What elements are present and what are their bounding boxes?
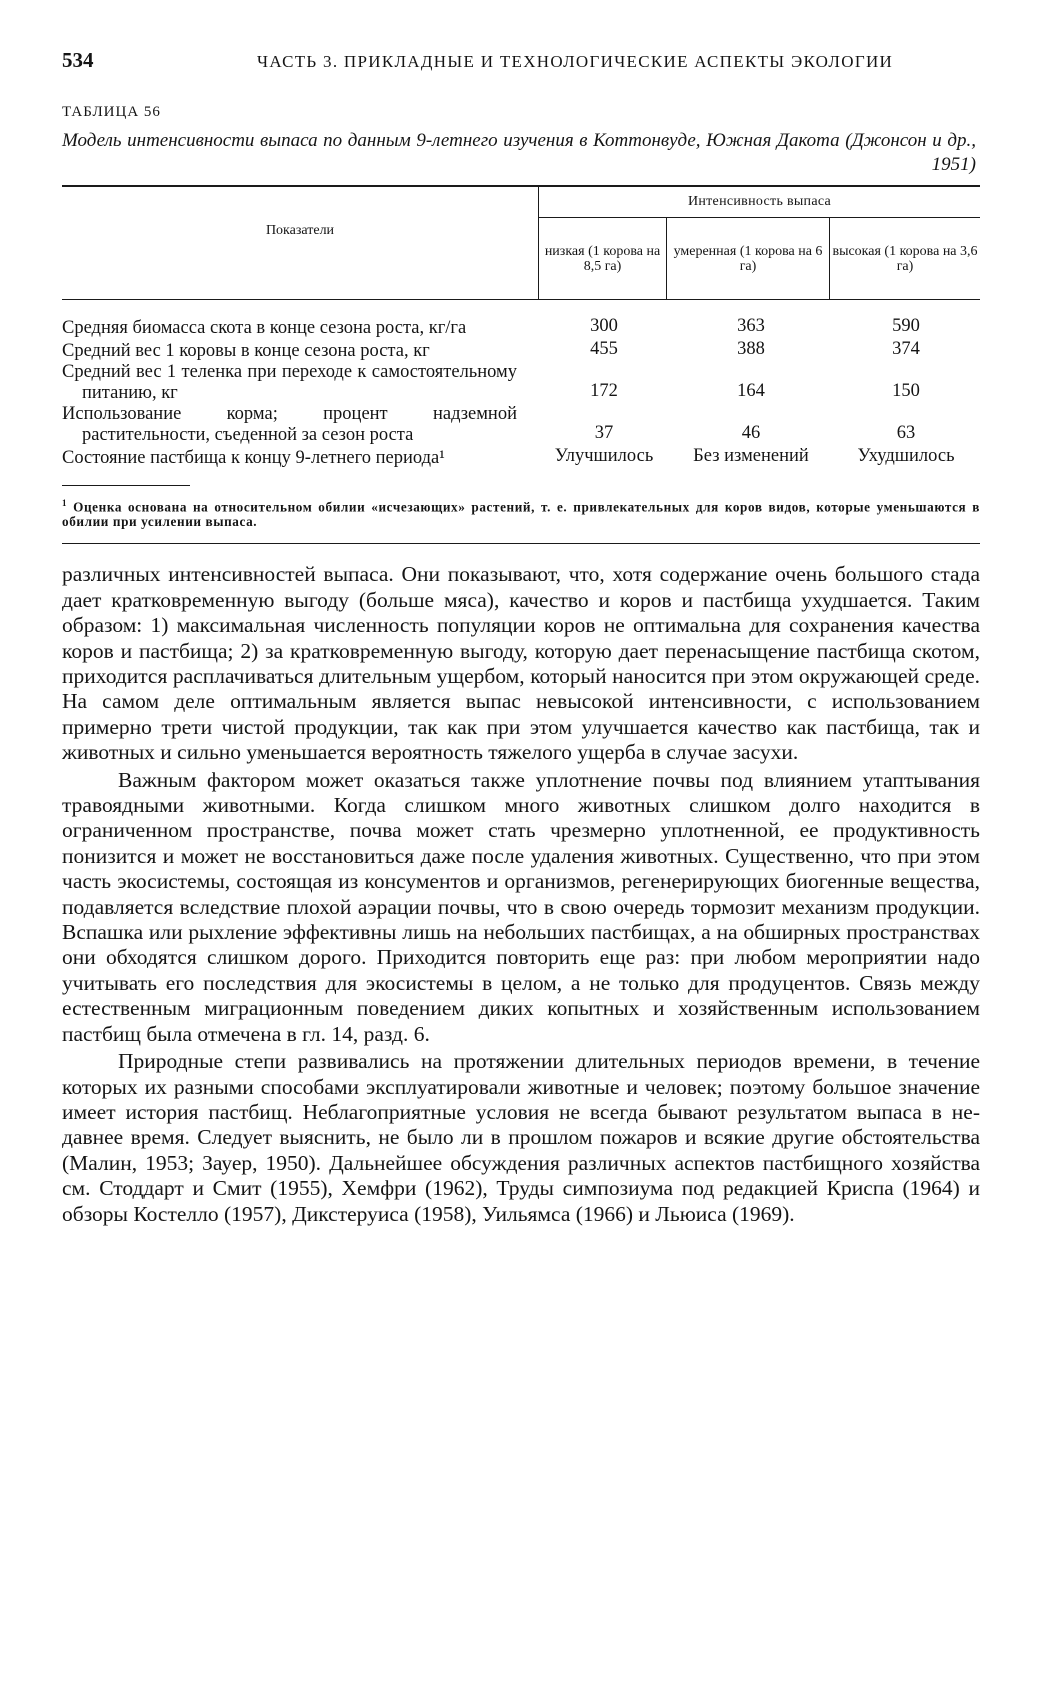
row-label: Средний вес 1 коровы в конце сезона роста, кг [62,341,430,361]
cell-moderate: 164 [737,381,765,401]
table-header [62,187,980,300]
subheader-low: низкая (1 корова на 8,5 га) [544,243,661,274]
paragraph: Важным фактором может оказаться также уплотнение почвы под влиянием утаптывания травоядными животными. Когда слишком много животных слишком долго находится в ограниченном пространстве, почва может стать чрезмерно уплотненной, ее продуктивность понизится и может не восстановиться даже после удаления животных. Существенно, что при этом часть экосистемы, состоящая из консументов и организмов, регенерирующих биогенные вещества, подавляется вследствие плохой аэрации почвы, что в свою очередь тормозит механизм продукции. Вспашка или рыхление эффективны лишь на небольших пастбищах, а на обширных пространствах они обходятся слишком дорого. Приходится повторить еще раз: при любом мероприятии надо учитывать его последствия для экосистемы в целом, а не только для продуцентов. Связь между естественным миграционным поведением диких копытных и хозяйственным использованием пастбищ была отмечена в гл. 14, разд. 6. [62,767,980,1046]
cell-low: 300 [590,316,618,336]
grazing-intensity-header [538,187,980,299]
table-caption: Модель интенсивности выпаса по данным 9-летнего изучения в Коттонвуде, Южная Дакота (Джонсон и др., 1951) [62,130,976,175]
table-footnote [62,496,980,529]
row-label: Средняя биомасса скота в конце сезона роста, кг/га [62,318,467,338]
table-row [62,316,980,339]
cell-moderate: 363 [737,316,765,336]
table-body [62,300,980,483]
group-header-title: Интенсивность выпаса [539,187,980,218]
page-number: 534 [62,48,94,72]
subheader-moderate: умеренная (1 корова на 6 га) [666,218,829,299]
cell-high: 374 [892,339,920,359]
cell-high: 590 [892,316,920,336]
table-row [62,362,980,404]
cell-high: Ухудшилось [857,446,955,466]
paragraph: Природные степи развивались на протяжении длительных периодов времени, в течение которых их разными способами эксплуатировали животные и человек; поэтому большое значение имеет история пастбищ. Неблагоприятные условия не всегда бывают результатом выпаса в недавнее время. Следует выяснить, не было ли в прошлом пожаров и всякие другие обстоятельства (Малин, 1953; Зауер, 1950). Дальнейшее обсуждения различных аспектов пастбищного хозяйства см. Стоддарт и Смит (1955), Хемфри (1962), Труды симпозиума под редакцией Криспа (1964) и обзоры Костелло (1957), Дикстеруиса (1958), Уильямса (1966) и Льюиса (1969). [62,1049,980,1226]
indicators-header: Показатели [265,223,335,238]
cell-low: 455 [590,339,618,359]
footnote-marker: 1 [62,498,68,508]
cell-high: 150 [892,381,920,401]
cell-high: 63 [896,423,916,443]
cell-moderate: 388 [737,339,765,359]
book-page [62,48,980,1227]
table-row [62,404,980,446]
cell-moderate: 46 [741,423,761,443]
cell-low: 37 [594,423,614,443]
table-row [62,339,980,362]
footnote-text: Оценка основана на относительном обилии «исчезающих» растений, т. е. привлекательных для коров видов, которые уменьшаются в обилии при усилении выпаса. [62,499,980,530]
subheader-high: высокая (1 корова на 3,6 га) [829,218,980,299]
page-header [62,48,980,74]
row-label: Средний вес 1 теленка при переходе к самостоятельному питанию, кг [62,362,517,403]
row-label: Использование корма; процент надземной растительности, съеденной за сезон роста [62,404,517,445]
data-table [62,185,980,544]
table-row [62,446,980,469]
cell-low: 172 [590,381,618,401]
body-text [62,562,980,1227]
cell-low: Улучшилось [554,446,654,466]
table-label: ТАБЛИЦА 56 [62,104,161,120]
cell-moderate: Без изменений [693,446,809,466]
subheader-row [539,218,980,299]
row-label: Состояние пастбища к концу 9-летнего периода¹ [62,448,445,468]
paragraph: различных интенсивностей выпаса. Они показывают, что, хотя содержание очень большого стада дает кратковременную выгоду (больше мяса), качество и коров и пастбища ухудшается. Таким образом: 1) максимальная численность популяции коров не оптимальна для сохранения качества коров и пастбища; 2) за кратковременную выгоду, которую дает перенасыщение пастбища скотом, приходится расплачиваться длительным ущербом, который наносится при этом окружающей среде. На самом деле оптимальным является выпас невысокой интенсивности, с использованием примерно трети чистой продукции, так как при этом улучшается качество как пастбища, так и животных и сильно уменьшается вероятность тяжелого ущерба в случае засухи. [62,562,980,765]
footnote-separator [62,485,190,486]
table-bottom-rule [62,543,980,544]
running-head: ЧАСТЬ 3. ПРИКЛАДНЫЕ И ТЕХНОЛОГИЧЕСКИЕ АСПЕКТЫ ЭКОЛОГИИ [257,52,894,71]
